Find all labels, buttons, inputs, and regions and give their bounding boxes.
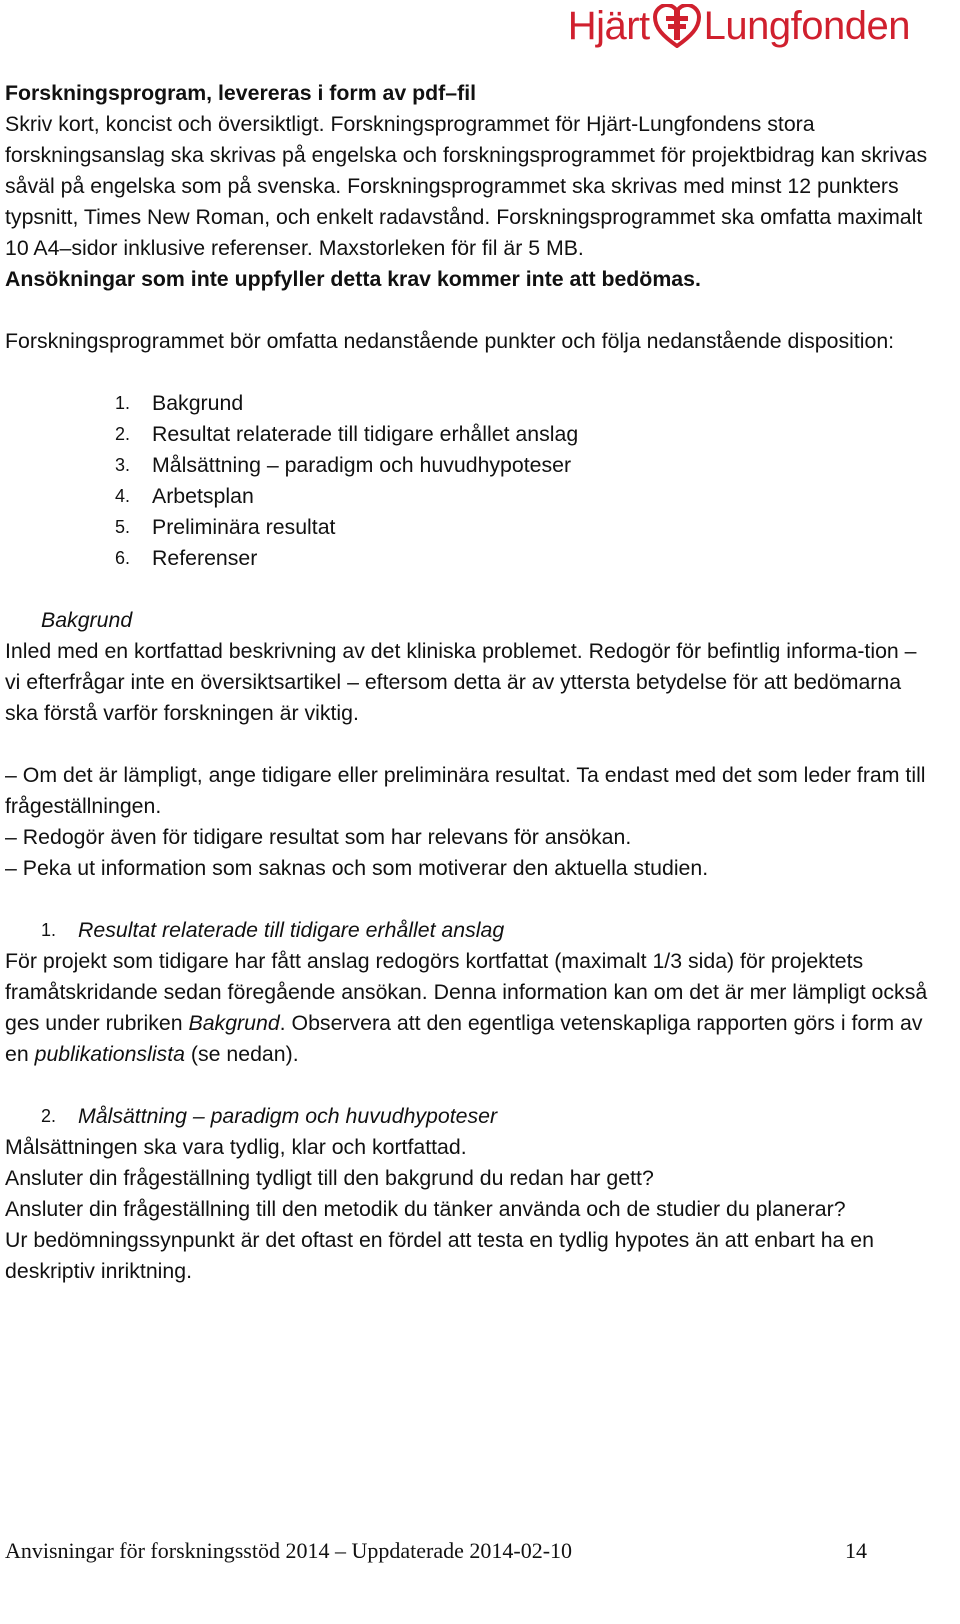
text-run: För projekt som tidigare har fått anslag redogörs kortfattat (maximalt 1/3 sida) för projektets framåtskridande sedan föregående ansökan. Denna information kan om det är mer lämpligt också ges under rubriken bbox=[5, 949, 928, 1035]
disposition-list bbox=[5, 388, 937, 574]
bakgrund-text: Inled med en kortfattad beskrivning av det kliniska problemet. Redogör för befintlig informa-tion – vi efterfrågar inte en översiktsartikel – eftersom detta är av yttersta betydelse för att bedömarna ska förstå varför forskningen är viktig. bbox=[5, 639, 917, 725]
hjart-lungfonden-logo bbox=[568, 0, 910, 52]
logo-left-word: Hjärt bbox=[567, 3, 650, 48]
list-number: 5. bbox=[115, 517, 131, 537]
italic-run: publikationslista bbox=[34, 1042, 185, 1066]
section-title: Resultat relaterade till tidigare erhållet anslag bbox=[78, 918, 505, 942]
logo-right-word: Lungfonden bbox=[703, 3, 910, 48]
list-label: Arbetsplan bbox=[152, 484, 254, 508]
section-2-line: Ansluter din frågeställning till den metodik du tänker använda och de studier du planerar? bbox=[5, 1197, 846, 1221]
page-footer bbox=[5, 1538, 867, 1564]
intro-paragraph bbox=[5, 109, 937, 295]
intro-requirement: Ansökningar som inte uppfyller detta krav kommer inte att bedömas. bbox=[5, 267, 701, 291]
section-2-heading bbox=[5, 1101, 937, 1132]
list-number: 2. bbox=[115, 424, 131, 444]
list-item bbox=[5, 512, 937, 543]
italic-run: Bakgrund bbox=[188, 1011, 280, 1035]
heart-cross-icon bbox=[653, 4, 701, 48]
document-body bbox=[5, 78, 937, 1287]
bakgrund-bullet: – Om det är lämpligt, ange tidigare eller preliminära resultat. Ta endast med det som leder fram till frågeställningen. bbox=[5, 763, 926, 818]
list-label: Preliminära resultat bbox=[152, 515, 336, 539]
bakgrund-heading: Bakgrund bbox=[41, 608, 133, 632]
section-1-text bbox=[5, 946, 937, 1070]
section-number: 2. bbox=[41, 1106, 57, 1126]
list-item bbox=[5, 450, 937, 481]
list-item bbox=[5, 419, 937, 450]
list-item bbox=[5, 388, 937, 419]
footer-text: Anvisningar för forskningsstöd 2014 – Uppdaterade 2014-02-10 bbox=[5, 1538, 573, 1563]
text-run: . Observera att den egentliga vetenskapliga rapporten görs i form av en bbox=[5, 1011, 923, 1066]
section-heading: Forskningsprogram, levereras i form av pdf–fil bbox=[5, 81, 477, 105]
text-run: (se nedan). bbox=[184, 1042, 299, 1066]
list-number: 3. bbox=[115, 455, 131, 475]
bakgrund-bullet: – Peka ut information som saknas och som motiverar den aktuella studien. bbox=[5, 856, 709, 880]
section-2-line: Målsättningen ska vara tydlig, klar och kortfattad. bbox=[5, 1135, 467, 1159]
section-number: 1. bbox=[41, 920, 57, 940]
list-number: 6. bbox=[115, 548, 131, 568]
section-2-line: Ansluter din frågeställning tydligt till den bakgrund du redan har gett? bbox=[5, 1166, 654, 1190]
disposition-intro: Forskningsprogrammet bör omfatta nedanstående punkter och följa nedanstående disposition: bbox=[5, 329, 895, 353]
list-item bbox=[5, 543, 937, 574]
page-number: 14 bbox=[845, 1538, 867, 1563]
list-item bbox=[5, 481, 937, 512]
list-label: Resultat relaterade till tidigare erhållet anslag bbox=[152, 422, 579, 446]
intro-text: Skriv kort, koncist och översiktligt. Forskningsprogrammet för Hjärt-Lungfondens stora forskningsanslag ska skrivas på engelska och forskningsprogrammet för projektbidrag kan skrivas såväl på engelska som på svenska. Forskningsprogrammet ska skrivas med minst 12 punkters typsnitt, Times New Roman, och enkelt radavstånd. Forskningsprogrammet ska omfatta maximalt 10 A4–sidor inklusive referenser. Maxstorleken för fil är 5 MB. bbox=[5, 112, 928, 260]
section-1-heading bbox=[5, 915, 937, 946]
list-label: Bakgrund bbox=[152, 391, 244, 415]
list-number: 4. bbox=[115, 486, 131, 506]
bakgrund-bullet: – Redogör även för tidigare resultat som har relevans för ansökan. bbox=[5, 825, 632, 849]
list-number: 1. bbox=[115, 393, 131, 413]
list-label: Målsättning – paradigm och huvudhypoteser bbox=[152, 453, 572, 477]
list-label: Referenser bbox=[152, 546, 258, 570]
section-2-line: Ur bedömningssynpunkt är det oftast en fördel att testa en tydlig hypotes än att enbart ha en deskriptiv inriktning. bbox=[5, 1228, 874, 1283]
section-title: Målsättning – paradigm och huvudhypoteser bbox=[78, 1104, 498, 1128]
